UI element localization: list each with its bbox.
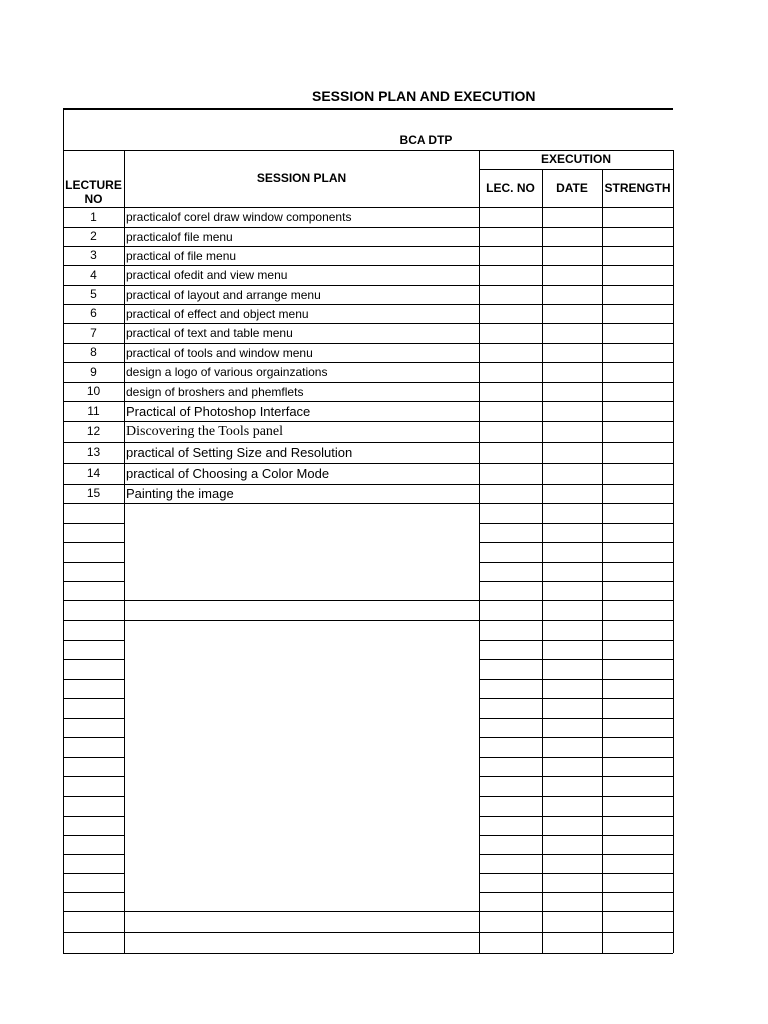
session-topic: practical of Choosing a Color Mode <box>126 466 330 481</box>
session-topic: practical of text and table menu <box>126 326 293 340</box>
lecture-number: 13 <box>86 445 101 459</box>
lec-no-header: LEC. NO <box>486 181 535 195</box>
session-topic: practical of Setting Size and Resolution <box>126 445 353 460</box>
lecture-number: 2 <box>90 229 97 243</box>
session-topic: practical ofedit and view menu <box>126 268 288 282</box>
lecture-number: 3 <box>90 248 97 262</box>
lecture-number: 6 <box>90 306 97 320</box>
session-topic: design of broshers and phemflets <box>126 385 304 399</box>
lecture-number: 14 <box>86 466 101 480</box>
session-topic: practical of layout and arrange menu <box>126 288 321 302</box>
session-topic: Practical of Photoshop Interface <box>126 404 311 419</box>
lecture-number: 5 <box>90 287 97 301</box>
lecture-number: 4 <box>90 268 97 282</box>
lecture-number: 9 <box>90 365 97 379</box>
lecture-number: 12 <box>86 424 101 438</box>
lecture-number: 1 <box>90 210 97 224</box>
lecture-number: 15 <box>86 486 101 500</box>
session-topic: practicalof corel draw window components <box>126 210 352 224</box>
session-topic: Painting the image <box>126 486 234 501</box>
session-topic: practical of tools and window menu <box>126 346 313 360</box>
lecture-number: 8 <box>90 345 97 359</box>
lecture-number: 7 <box>90 326 97 340</box>
session-topic: practical of effect and object menu <box>126 307 309 321</box>
lecture-number: 11 <box>87 404 100 418</box>
date-header: DATE <box>556 181 588 195</box>
session-topic: design a logo of various orgainzations <box>126 365 328 379</box>
session-plan-header: SESSION PLAN <box>256 171 347 185</box>
execution-header: EXECUTION <box>540 152 611 166</box>
session-topic: practical of file menu <box>126 249 237 263</box>
strength-header: STRENGTH <box>604 181 671 195</box>
lecture-number: 10 <box>86 384 101 398</box>
session-topic: Discovering the Tools panel <box>126 424 284 439</box>
session-topic: practicalof file menu <box>126 230 233 244</box>
course-name: BCA DTP <box>399 133 453 147</box>
lecture-no-header: LECTURE NO <box>65 178 122 206</box>
